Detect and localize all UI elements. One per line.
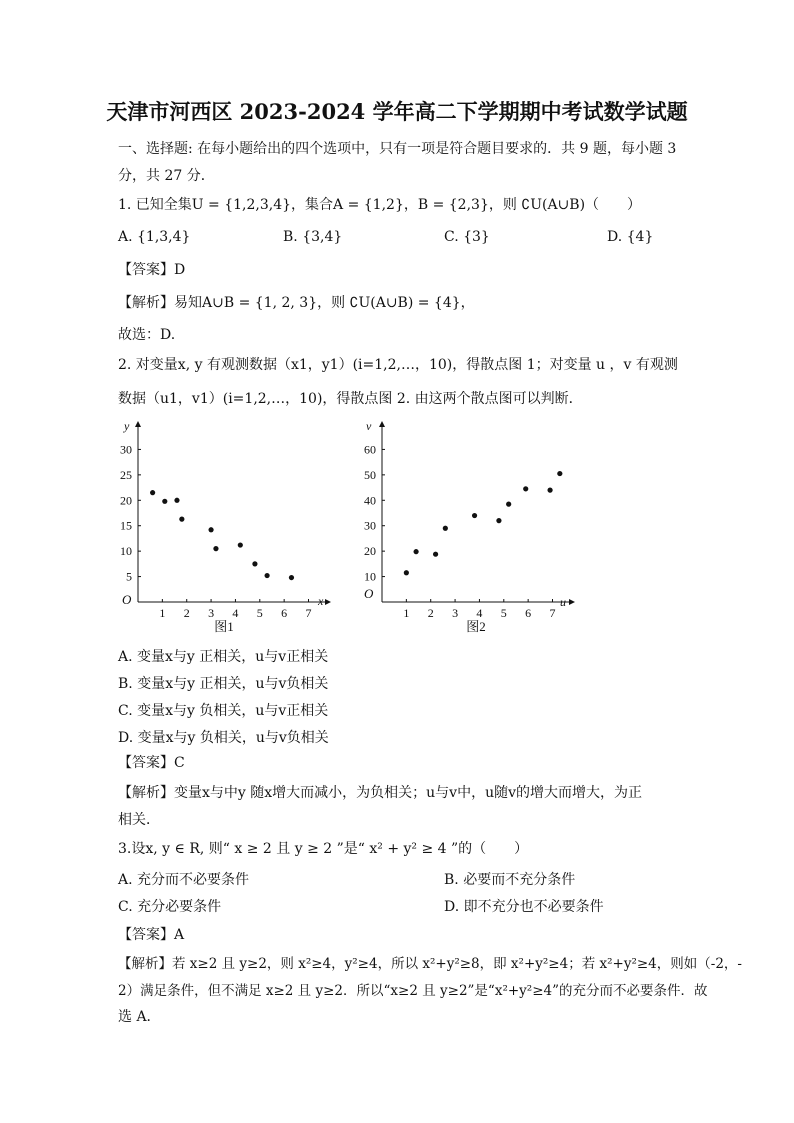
scatter-point	[523, 486, 528, 491]
scatter-point	[252, 561, 257, 566]
scatter-point	[265, 573, 270, 578]
q2-option-c: C. 变量x与y 负相关，u与v正相关	[118, 703, 329, 719]
q2-stem-line1: 2. 对变量x, y 有观测数据（x1，y1）(i=1,2,…，10)，得散点图 1；对变量 u ，v 有观测	[118, 357, 678, 373]
q2-option-a: A. 变量x与y 正相关，u与v正相关	[118, 649, 329, 665]
q3-option-b: B. 必要而不充分条件	[444, 872, 576, 888]
scatter-point	[506, 502, 511, 507]
q2-analysis-line2: 相关．	[118, 812, 160, 828]
q3-option-c: C. 充分必要条件	[118, 899, 222, 915]
x-tick-label: 5	[256, 606, 263, 620]
q3-option-d: D. 即不充分也不必要条件	[444, 899, 604, 915]
q3-analysis-line1: 【解析】若 x≥2 且 y≥2，则 x²≥4，y²≥4，所以 x²+y²≥8，即 x²+y²≥4；若 x²+y²≥4，则如（-2，-	[118, 956, 742, 972]
q2-stem-line2: 数据（u1，v1）(i=1,2,…，10)，得散点图 2. 由这两个散点图可以判断．	[118, 391, 583, 407]
scatter-point	[208, 527, 213, 532]
q2-option-d: D. 变量x与y 负相关，u与v负相关	[118, 730, 329, 746]
scatter-point	[404, 570, 409, 575]
scatter-point	[547, 488, 552, 493]
origin-label: O	[364, 586, 374, 601]
q3-analysis-line3: 选 A．	[118, 1009, 161, 1025]
q1-option-b: B. {3,4}	[283, 229, 343, 245]
q1-answer: 【答案】D	[118, 262, 186, 278]
y-tick-label: 20	[120, 493, 132, 508]
scatter-point	[289, 575, 294, 580]
x-tick-label: 1	[403, 606, 410, 620]
y-tick-label: 5	[126, 569, 132, 584]
q2-analysis-line1: 【解析】变量x与中y 随x增大而减小，为负相关；u与v中，u随v的增大而增大，为正	[118, 785, 642, 801]
x-axis-label: u	[560, 595, 566, 609]
x-tick-label: 3	[452, 606, 459, 620]
y-tick-label: 60	[364, 442, 376, 457]
x-tick-label: 5	[500, 606, 507, 620]
scatter-point	[162, 499, 167, 504]
q1-option-a: A. {1,3,4}	[118, 229, 191, 245]
q1-stem: 1. 已知全集U = {1,2,3,4}，集合A = {1,2}，B = {2,3}，则 ∁U(A∪B)（ ）	[118, 197, 642, 213]
q1-analysis: 【解析】易知A∪B = {1, 2, 3}，则 ∁U(A∪B) = {4}，	[118, 295, 475, 311]
q1-conclusion: 故选：D.	[118, 327, 176, 343]
q3-stem: 3.设x, y ∈ R, 则“ x ≥ 2 且 y ≥ 2 ”是“ x² + y² ≥ 4 ”的（ ）	[118, 841, 529, 857]
scatter-point	[557, 471, 562, 476]
x-tick-label: 6	[281, 606, 288, 620]
section-instructions-line1: 一、选择题: 在每小题给出的四个选项中，只有一项是符合题目要求的．共 9 题，每小题 3	[118, 141, 677, 157]
x-tick-label: 3	[208, 606, 215, 620]
q3-analysis-line2: 2）满足条件，但不满足 x≥2 且 y≥2．所以“x≥2 且 y≥2”是“x²+y²≥4”的充分而不必要条件．故	[118, 983, 708, 999]
q1-option-c: C. {3}	[444, 229, 490, 245]
y-axis-label: y	[124, 419, 130, 433]
x-axis-label: x	[318, 594, 324, 608]
scatter-point	[472, 513, 477, 518]
q2-answer: 【答案】C	[118, 755, 185, 771]
x-tick-label: 4	[232, 606, 239, 620]
x-tick-label: 7	[549, 606, 556, 620]
scatter-point	[213, 546, 218, 551]
chart-title: 图1	[214, 619, 234, 634]
scatter-point	[414, 549, 419, 554]
y-axis-label: v	[366, 419, 372, 433]
y-tick-label: 30	[364, 518, 376, 533]
y-tick-label: 50	[364, 467, 376, 482]
y-tick-label: 10	[120, 544, 132, 559]
y-tick-label: 20	[364, 544, 376, 559]
q1-option-d: D. {4}	[607, 229, 654, 245]
x-tick-label: 4	[476, 606, 483, 620]
scatter-point	[174, 498, 179, 503]
y-tick-label: 30	[120, 442, 132, 457]
y-tick-label: 25	[120, 467, 132, 482]
chart-title: 图2	[466, 619, 486, 634]
scatter-point	[443, 526, 448, 531]
x-tick-label: 2	[183, 606, 190, 620]
scatter-plot-2	[354, 418, 582, 640]
scatter-point	[496, 518, 501, 523]
q3-option-a: A. 充分而不必要条件	[118, 872, 250, 888]
y-tick-label: 10	[364, 569, 376, 584]
x-tick-label: 2	[427, 606, 434, 620]
scatter-point	[433, 552, 438, 557]
q3-answer: 【答案】A	[118, 927, 185, 943]
origin-label: O	[122, 592, 132, 607]
q2-option-b: B. 变量x与y 正相关，u与v负相关	[118, 676, 329, 692]
scatter-plot-1	[110, 418, 338, 640]
page-title: 天津市河西区 2023-2024 学年高二下学期期中考试数学试题	[106, 99, 688, 124]
x-tick-label: 6	[525, 606, 532, 620]
x-tick-label: 7	[305, 606, 312, 620]
scatter-point	[150, 490, 155, 495]
scatter-point	[238, 542, 243, 547]
section-instructions-line2: 分，共 27 分．	[118, 168, 215, 184]
x-tick-label: 1	[159, 606, 166, 620]
y-tick-label: 40	[364, 493, 376, 508]
scatter-point	[179, 517, 184, 522]
y-tick-label: 15	[120, 518, 132, 533]
